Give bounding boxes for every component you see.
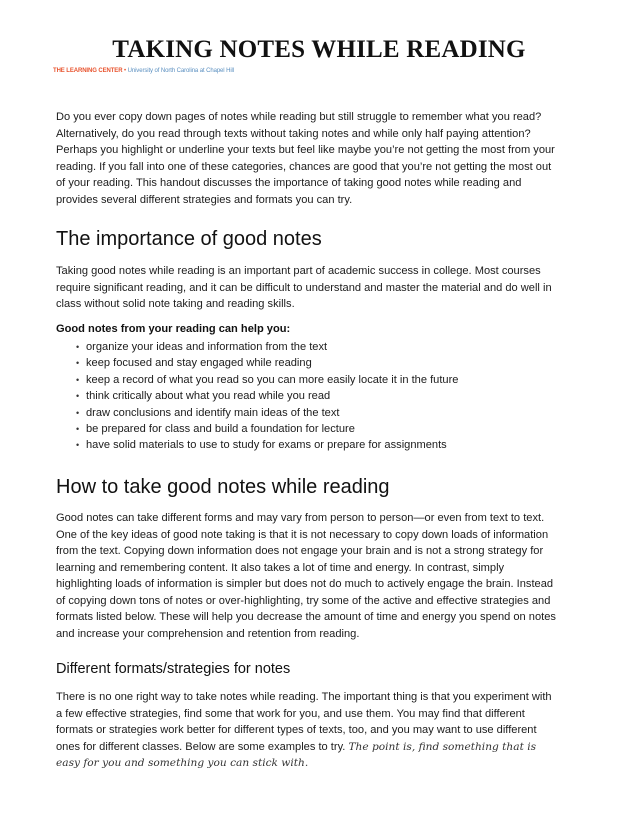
formats-body xyxy=(56,689,556,772)
university-name: University of North Carolina at Chapel Hill xyxy=(127,68,235,74)
how-to-section xyxy=(56,476,556,499)
list-item: • have solid materials to use to study for exams or prepare for assignments xyxy=(76,439,447,452)
formats-paragraph xyxy=(56,689,556,772)
tagline xyxy=(53,68,234,74)
how-to-heading: How to take good notes while reading xyxy=(56,476,390,498)
importance-paragraph: Taking good notes while reading is an important part of academic success in college. Most courses require significant reading, and it can be difficult to understand and master the material and do well in class without solid note taking and reading skills. xyxy=(56,265,552,310)
handwritten-note: The point is, find something that is easy for you and something you can stick with. xyxy=(56,740,537,769)
list-item: • be prepared for class and build a foundation for lecture xyxy=(76,423,355,436)
benefits-list-wrap xyxy=(56,339,556,454)
list-item: • draw conclusions and identify main ideas of the text xyxy=(76,406,340,419)
benefits-block xyxy=(56,323,556,335)
intro-paragraph: Do you ever copy down pages of notes while reading but still struggle to remember what you read? Alternatively, do you read through texts without taking notes and while only half paying attention? Perhaps you highlight or underline your texts but feel like maybe you’re not getting the most from your reading. If you fall into one of these categories, chances are good that you’re not getting the most out of your reading. This handout discusses the importance of taking good notes while reading and provides several different strategies and formats you can try. xyxy=(56,111,555,206)
importance-heading: The importance of good notes xyxy=(56,228,322,250)
importance-body xyxy=(56,263,556,313)
benefits-lead: Good notes from your reading can help you: xyxy=(56,323,291,335)
formats-section xyxy=(56,661,556,677)
list-item: • keep focused and stay engaged while reading xyxy=(76,357,312,370)
formats-heading: Different formats/strategies for notes xyxy=(56,661,291,677)
page-title: TAKING NOTES WHILE READING xyxy=(112,36,526,63)
list-item: • think critically about what you read while you read xyxy=(76,390,331,403)
how-to-paragraph: Good notes can take different forms and may vary from person to person—or even from text to text. One of the key ideas of good note taking is that it is not necessary to copy down loads of information from the text. Copying down information does not engage your brain and is not a strong strategy for learning and remembering content. It also takes a lot of time and energy. In contrast, simply highlighting loads of information is simpler but does not do much to actively engage the brain. Instead of copying down tons of notes or over-highlighting, try some of the active and effective strategies and formats listed below. These will help you decrease the amount of time and energy you spend on notes and increase your comprehension and retention from reading. xyxy=(56,512,556,640)
org-name: THE LEARNING CENTER xyxy=(53,68,123,74)
benefits-list xyxy=(56,339,556,454)
how-to-body xyxy=(56,510,556,642)
tagline-separator: • xyxy=(124,68,127,74)
list-item: • organize your ideas and information from the text xyxy=(76,341,328,353)
formats-text: There is no one right way to take notes while reading. The important thing is that you experiment with a few effective strategies, find some that work for you, and use them. You may find that different formats or strategies work better for different types of texts, too, and you may want to use different ones for different classes. Below are some examples to try. xyxy=(56,691,552,753)
importance-section xyxy=(56,228,556,251)
list-item: • keep a record of what you read so you can more easily locate it in the future xyxy=(76,373,459,386)
intro-section xyxy=(56,109,556,208)
